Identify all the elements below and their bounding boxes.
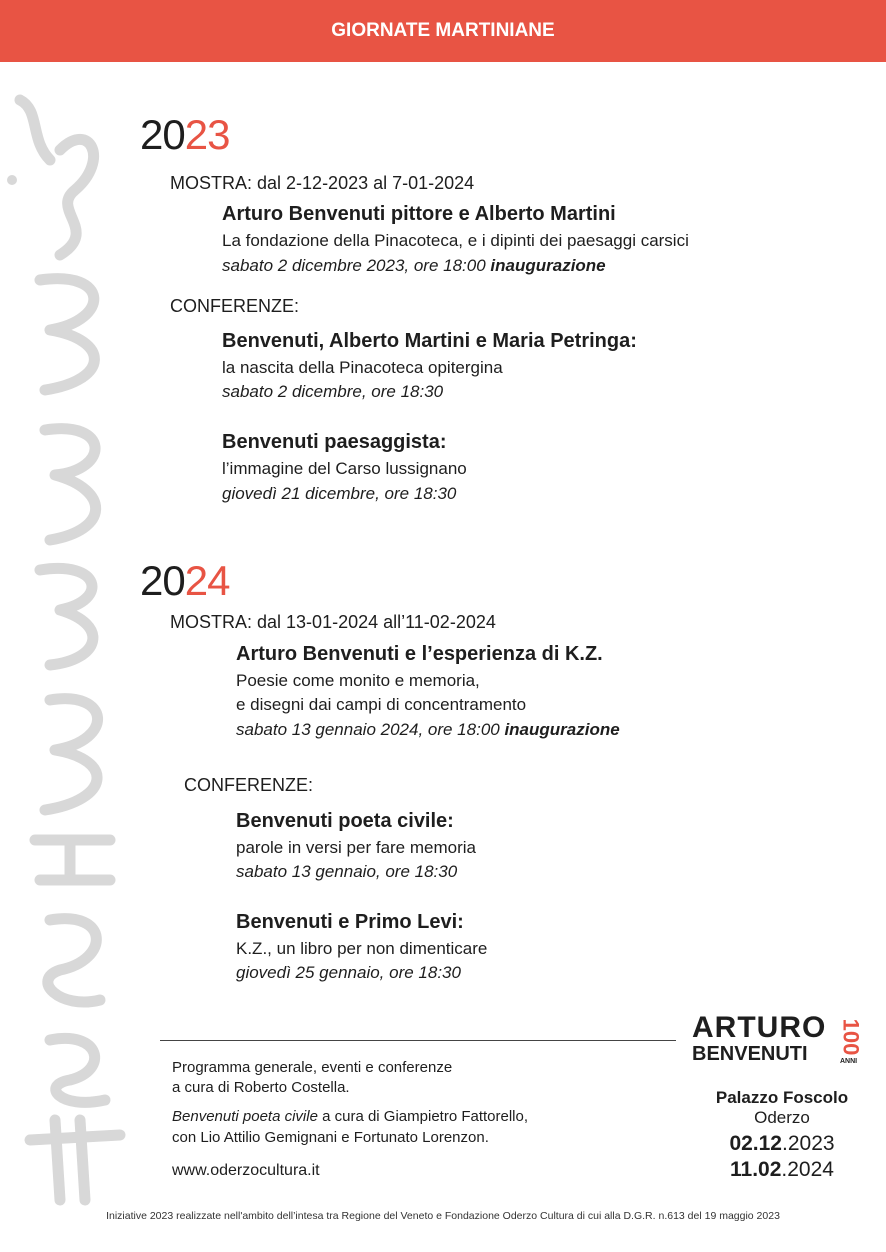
mostra-2024 — [170, 612, 496, 633]
conferenze-label-2023: CONFERENZE: — [170, 296, 300, 316]
banner-title: GIORNATE MARTINIANE — [331, 20, 555, 41]
start-date-day: 02.12 — [729, 1132, 782, 1155]
logo-benvenuti: BENVENUTI — [692, 1043, 808, 1065]
conf2-desc-2024: K.Z., un libro per non dimenticare — [236, 939, 488, 958]
header-banner — [0, 0, 886, 62]
credits-line2: a cura di Roberto Costella. — [172, 1079, 350, 1096]
exhibit-when-2024 — [236, 720, 620, 740]
conf1-title-2023: Benvenuti, Alberto Martini e Maria Petringa: — [222, 330, 637, 352]
credits-line3-rest: a cura di Giampietro Fattorello, — [317, 1108, 529, 1125]
year-2023-prefix: 20 — [140, 111, 185, 158]
year-2024-prefix: 20 — [140, 557, 185, 604]
end-date-year: .2024 — [781, 1158, 834, 1181]
signature-watermark — [0, 80, 150, 1210]
conf2-desc-2023: l’immagine del Carso lussignano — [222, 459, 467, 478]
credits-line4: con Lio Attilio Gemignani e Fortunato Lorenzon. — [172, 1129, 489, 1146]
exhibit-desc1-2024: Poesie come monito e memoria, — [236, 671, 480, 690]
conf1-when-2023: sabato 2 dicembre, ore 18:30 — [222, 382, 444, 401]
inauguration-label: inaugurazione — [504, 720, 620, 739]
divider-line — [160, 1040, 676, 1041]
conf2-title-2023: Benvenuti paesaggista: — [222, 431, 447, 453]
year-2023 — [140, 111, 230, 158]
mostra-dates: dal 13-01-2024 all’11-02-2024 — [252, 612, 496, 632]
conferenze-label-2024: CONFERENZE: — [184, 775, 314, 795]
website-link[interactable]: www.oderzocultura.it — [172, 1162, 320, 1179]
conf2-when-2024: giovedì 25 gennaio, ore 18:30 — [236, 963, 461, 982]
conf2-title-2024: Benvenuti e Primo Levi: — [236, 911, 464, 933]
conf2-when-2023: giovedì 21 dicembre, ore 18:30 — [222, 484, 457, 503]
footer-note: Iniziative 2023 realizzate nell'ambito dell’intesa tra Regione del Veneto e Fondazione Oderzo Cultura di cui alla D.G.R. n.613 del 19 maggio 2023 — [106, 1210, 780, 1222]
conf1-desc-2024: parole in versi per fare memoria — [236, 838, 476, 857]
exhibit-when-text: sabato 13 gennaio 2024, ore 18:00 — [236, 720, 505, 739]
inauguration-label: inaugurazione — [490, 256, 606, 275]
credits-line1: Programma generale, eventi e conferenze — [172, 1059, 453, 1076]
logo-arturo: ARTURO — [692, 1011, 827, 1044]
conf1-title-2024: Benvenuti poeta civile: — [236, 810, 454, 832]
logo-anni: ANNI — [840, 1058, 858, 1065]
logo-centenary: 100 — [838, 1018, 864, 1056]
year-2023-suffix: 23 — [184, 111, 230, 158]
mostra-label: MOSTRA: — [170, 612, 253, 632]
exhibit-title-2024: Arturo Benvenuti e l’esperienza di K.Z. — [236, 643, 603, 665]
mostra-dates: dal 2-12-2023 al 7-01-2024 — [252, 173, 475, 193]
exhibit-when-text: sabato 2 dicembre 2023, ore 18:00 — [222, 256, 491, 275]
year-2024-suffix: 24 — [184, 557, 230, 604]
venue-name: Palazzo Foscolo — [715, 1088, 849, 1107]
start-date-year: .2023 — [782, 1132, 835, 1155]
exhibit-desc2-2024: e disegni dai campi di concentramento — [236, 695, 527, 714]
conf1-when-2024: sabato 13 gennaio, ore 18:30 — [236, 862, 458, 881]
mostra-2023 — [170, 173, 474, 194]
end-date — [692, 1158, 872, 1182]
start-date — [692, 1132, 872, 1156]
credits-italic-title: Benvenuti poeta civile — [172, 1108, 318, 1125]
credits-line3 — [172, 1108, 528, 1125]
exhibit-title-2023: Arturo Benvenuti pittore e Alberto Martini — [222, 203, 616, 225]
exhibit-when-2023 — [222, 256, 606, 276]
conf1-desc-2023: la nascita della Pinacoteca opitergina — [222, 358, 503, 377]
mostra-label: MOSTRA: — [170, 173, 253, 193]
venue-city: Oderzo — [754, 1108, 810, 1127]
end-date-day: 11.02 — [730, 1158, 782, 1181]
year-2024 — [140, 557, 230, 604]
exhibit-desc-2023: La fondazione della Pinacoteca, e i dipinti dei paesaggi carsici — [222, 231, 689, 250]
